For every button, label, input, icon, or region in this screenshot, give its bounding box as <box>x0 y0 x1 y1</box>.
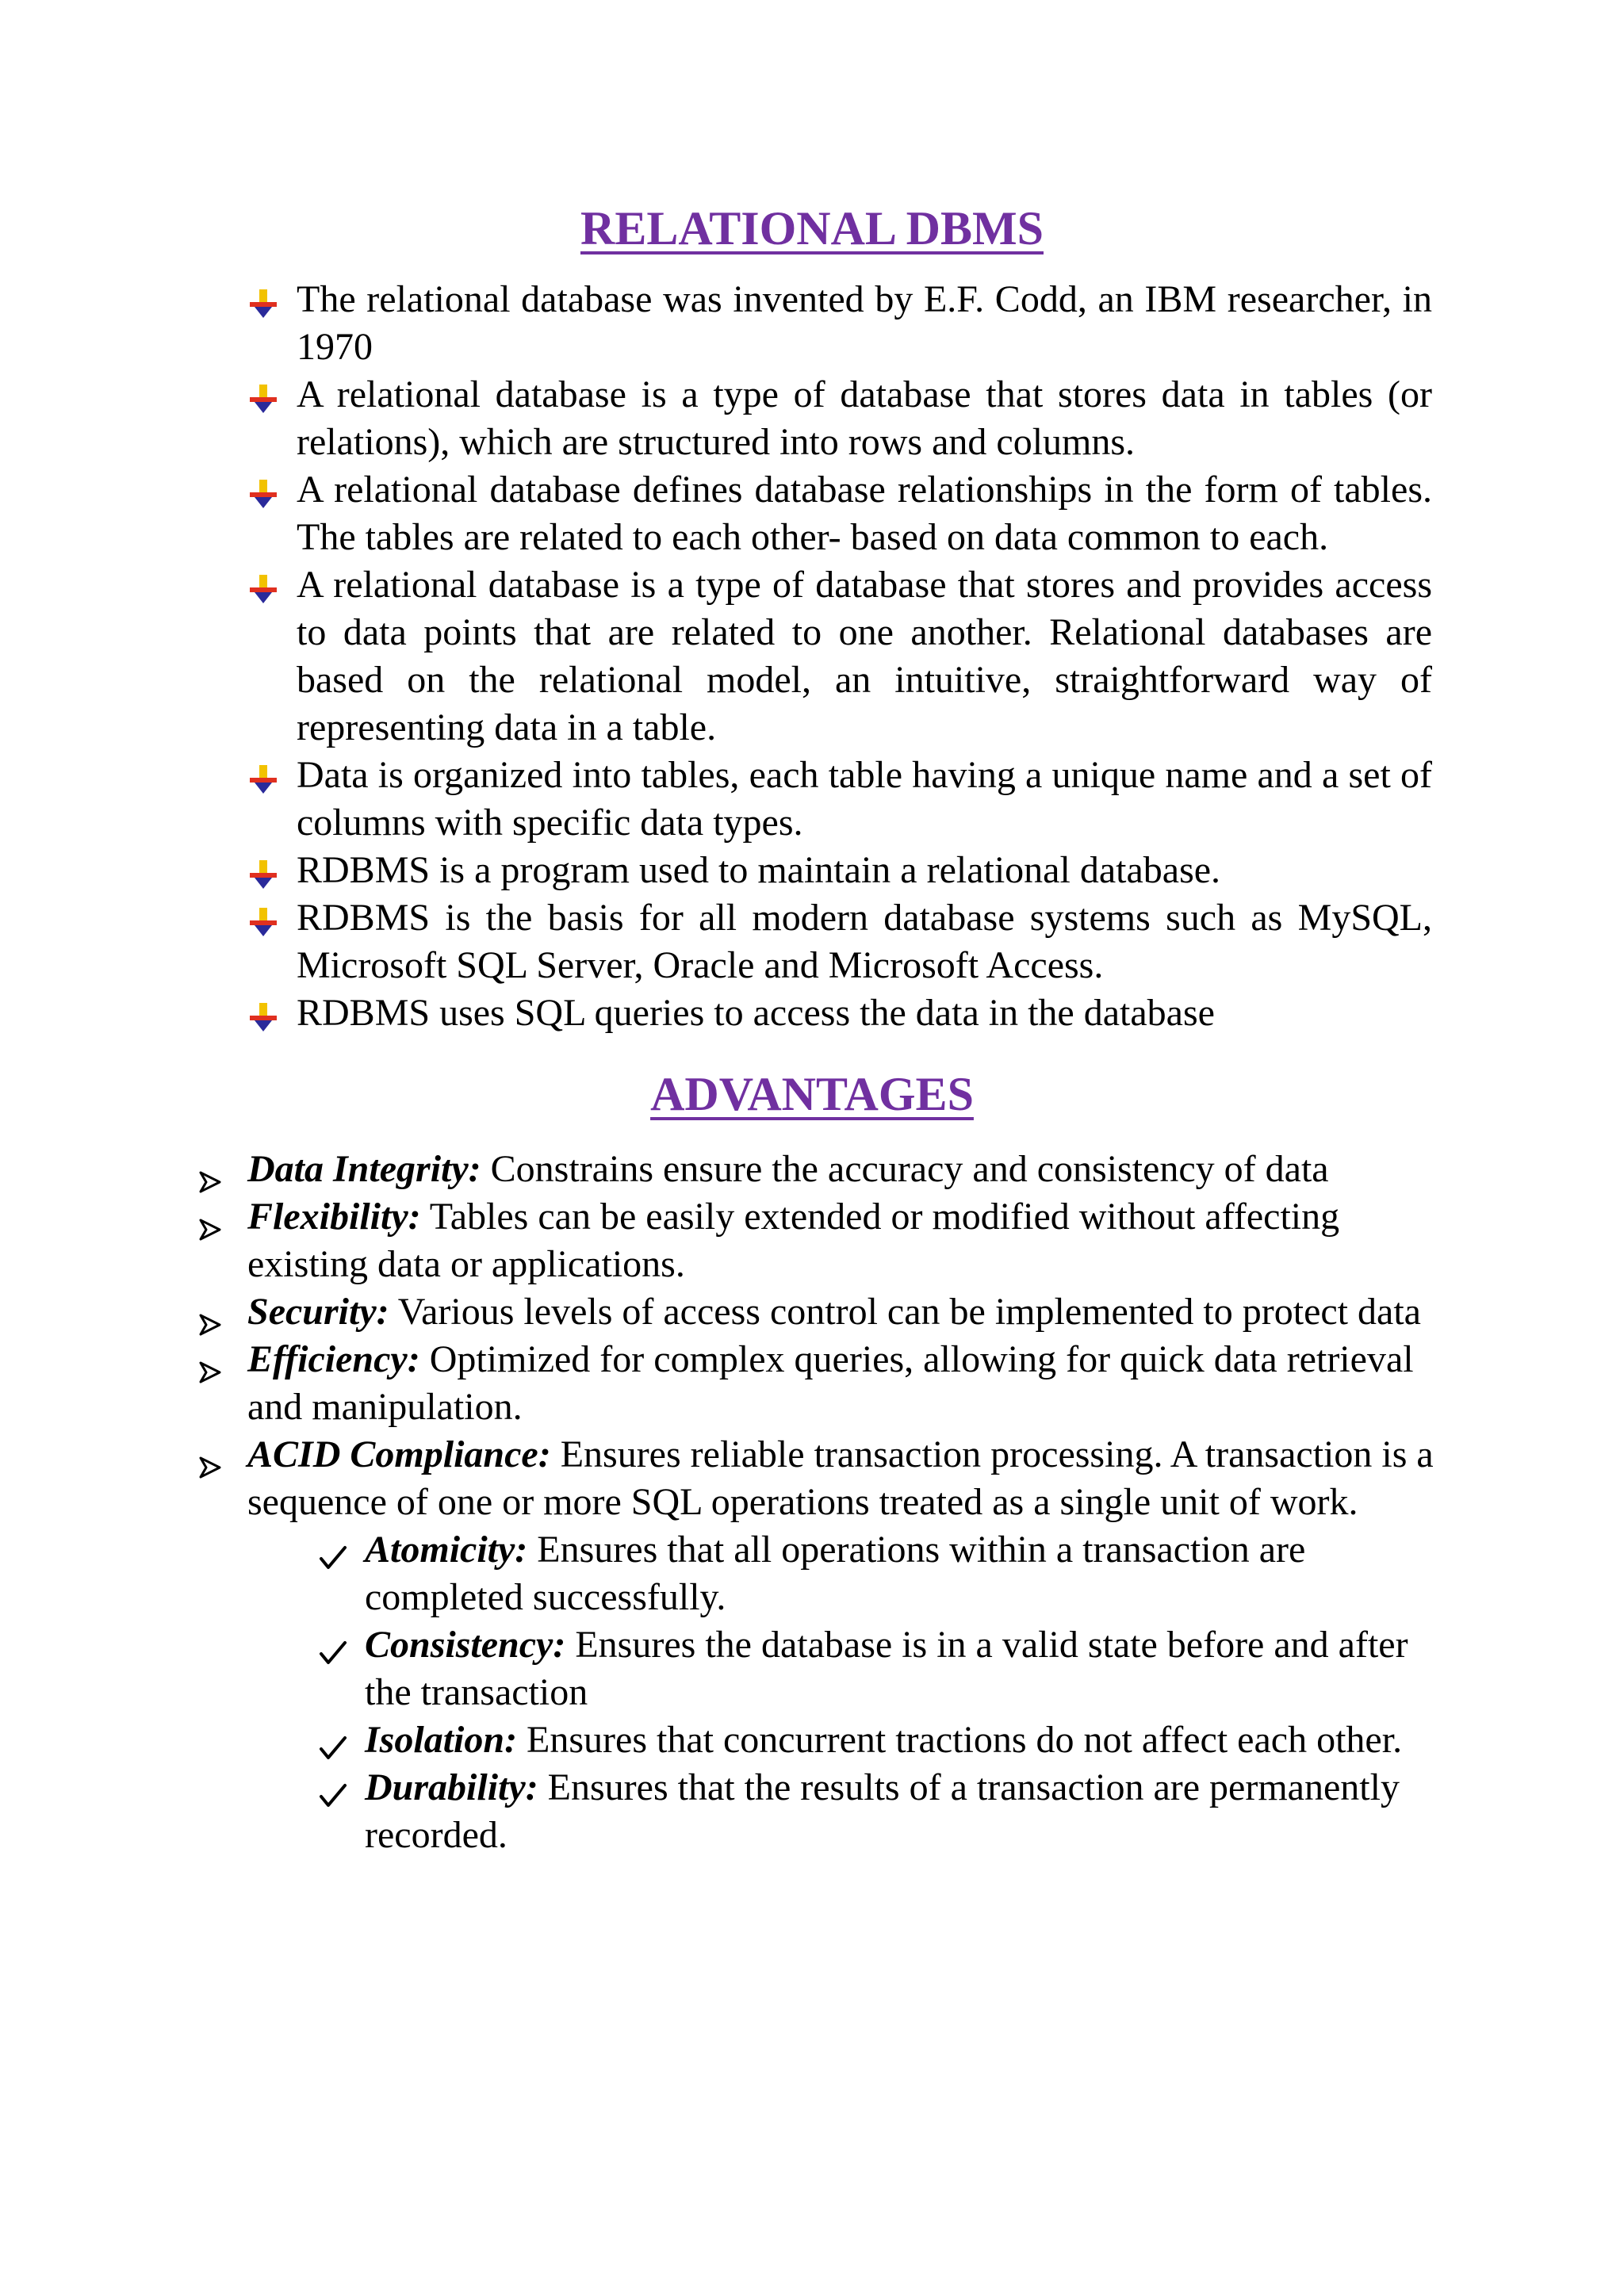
list-item: A relational database defines database relationships in the form of tables. The tables are related to each other- based on data common to each. <box>297 466 1432 561</box>
advantage-term: Efficiency: <box>247 1338 420 1380</box>
list-item: A relational database is a type of database that stores data in tables (or relations), which are structured into rows and columns. <box>297 371 1432 466</box>
acid-term: Atomicity: <box>365 1529 528 1571</box>
advantage-term: ACID Compliance: <box>247 1433 551 1475</box>
acid-text: Ensures the database is in a valid state before and after the transaction <box>365 1624 1408 1713</box>
plus-arrow-bullet-icon <box>247 902 279 934</box>
advantage-item <box>247 1146 1437 1193</box>
checkmark-icon <box>319 1536 347 1563</box>
advantage-text: Optimized for complex queries, allowing for quick data retrieval and manipulation. <box>247 1338 1414 1428</box>
acid-text: Ensures that the results of a transaction are permanently recorded. <box>365 1766 1400 1856</box>
advantage-item <box>247 1193 1437 1288</box>
advantage-text: Ensures reliable transaction processing. A transaction is a sequence of one or more SQL operations treated as a single unit of work. <box>247 1433 1434 1523</box>
plus-arrow-bullet-icon <box>247 569 279 601</box>
acid-properties-list <box>247 1526 1437 1859</box>
arrowhead-bullet-icon <box>198 1206 222 1230</box>
advantage-text: Constrains ensure the accuracy and consistency of data <box>481 1148 1329 1190</box>
advantage-text: Various levels of access control can be implemented to protect data <box>389 1291 1421 1333</box>
list-item: RDBMS is the basis for all modern database systems such as MySQL, Microsoft SQL Server, Oracle and Microsoft Access. <box>297 894 1432 989</box>
advantage-item <box>247 1336 1437 1431</box>
advantage-term: Security: <box>247 1291 389 1333</box>
acid-item <box>365 1764 1437 1859</box>
list-item: Data is organized into tables, each table having a unique name and a set of columns with specific data types. <box>297 752 1432 847</box>
arrowhead-bullet-icon <box>198 1349 222 1372</box>
advantages-list <box>247 1146 1437 1859</box>
advantage-item <box>247 1431 1437 1859</box>
plus-arrow-bullet-icon <box>247 379 279 411</box>
acid-term: Durability: <box>365 1766 538 1808</box>
acid-term: Consistency: <box>365 1624 566 1666</box>
plus-arrow-bullet-icon <box>247 855 279 886</box>
acid-term: Isolation: <box>365 1719 518 1761</box>
list-item: The relational database was invented by E.F. Codd, an IBM researcher, in 1970 <box>297 276 1432 371</box>
advantage-item <box>247 1288 1437 1336</box>
arrowhead-bullet-icon <box>198 1301 222 1325</box>
acid-text: Ensures that all operations within a transaction are completed successfully. <box>365 1529 1306 1618</box>
plus-arrow-bullet-icon <box>247 760 279 791</box>
advantage-term: Data Integrity: <box>247 1148 481 1190</box>
acid-text: Ensures that concurrent tractions do not affect each other. <box>517 1719 1403 1761</box>
checkmark-icon <box>319 1631 347 1658</box>
arrowhead-bullet-icon <box>198 1444 222 1468</box>
advantages-heading: ADVANTAGES <box>650 1068 974 1120</box>
advantage-term: Flexibility: <box>247 1196 421 1238</box>
list-item: RDBMS is a program used to maintain a relational database. <box>297 847 1432 894</box>
plus-arrow-bullet-icon <box>247 284 279 316</box>
acid-item <box>365 1526 1437 1621</box>
acid-item <box>365 1621 1437 1716</box>
relational-dbms-heading: RELATIONAL DBMS <box>580 202 1044 254</box>
list-item: RDBMS uses SQL queries to access the data in the database <box>297 989 1432 1037</box>
arrowhead-bullet-icon <box>198 1158 222 1182</box>
checkmark-icon <box>319 1774 347 1800</box>
advantage-text: Tables can be easily extended or modified without affecting existing data or applications. <box>247 1196 1340 1285</box>
relational-points-list <box>297 276 1432 1037</box>
acid-item <box>365 1716 1437 1764</box>
plus-arrow-bullet-icon <box>247 997 279 1029</box>
checkmark-icon <box>319 1726 347 1753</box>
list-item: A relational database is a type of database that stores and provides access to data points that are related to one another. Relational databases are based on the relational model, an intuitive, straightforward way of representing data in a table. <box>297 561 1432 752</box>
plus-arrow-bullet-icon <box>247 474 279 506</box>
